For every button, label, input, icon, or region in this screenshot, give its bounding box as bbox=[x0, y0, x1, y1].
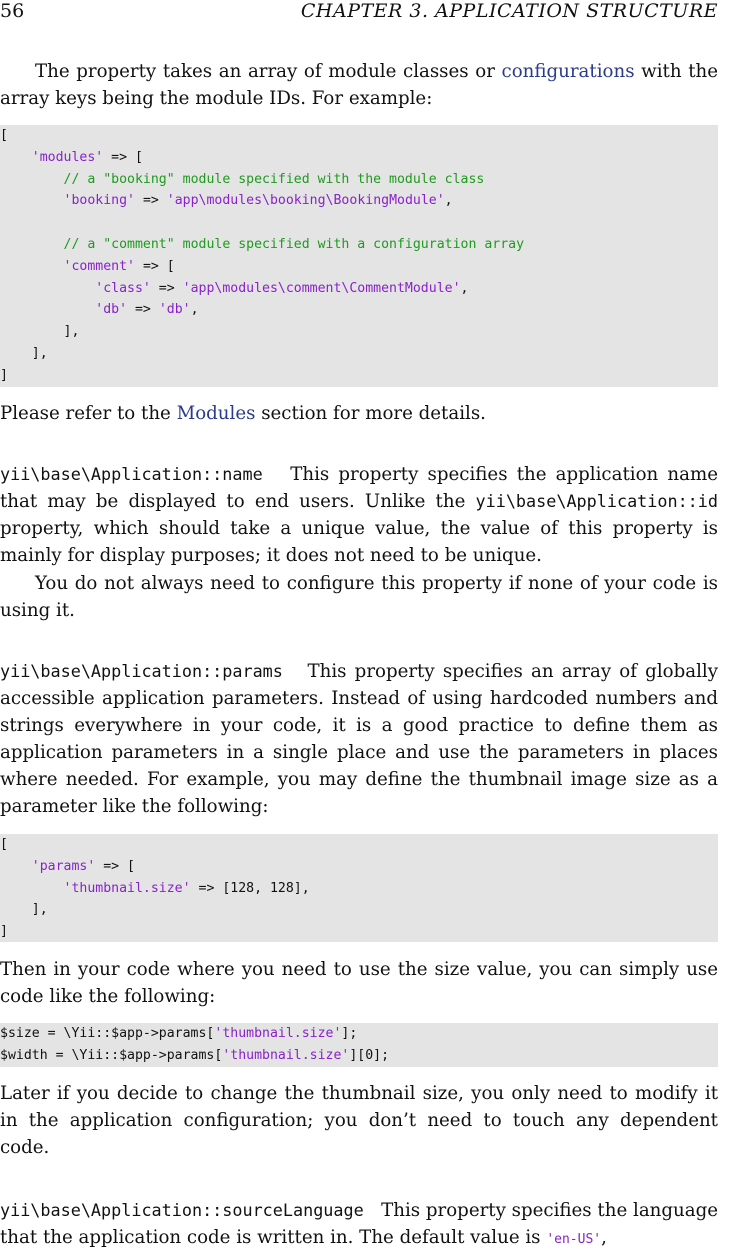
code-string: 'thumbnail.size' bbox=[214, 1026, 342, 1041]
code-text bbox=[0, 859, 32, 874]
code-comment: // a "comment" module specified with a configuration array bbox=[63, 236, 525, 252]
page-header bbox=[0, 0, 718, 22]
code-block-params bbox=[0, 834, 718, 942]
name-property-term: yii\base\Application::name bbox=[0, 464, 263, 484]
name-property-paragraph: yii\base\Application::name This property specifies the application name that may be displayed to end users. Unlike the yii\base\Application::id property, which should take a unique value, the value of this property is mainly for display purposes; it does not need to be unique. bbox=[0, 464, 718, 566]
code-line bbox=[0, 343, 718, 365]
name-property-note: You do not always need to configure this property if none of your code is using it. bbox=[0, 573, 718, 621]
code-text bbox=[0, 193, 64, 208]
code-text: ], bbox=[0, 345, 48, 361]
params-property-paragraph: yii\base\Application::params This property specifies an array of globally accessible application parameters. Instead of using hardcoded numbers and strings everywhere in your code, it is a good practice to define them as application parameters in a single place and use the parameters in places where needed. For example, you may define the thumbnail image size as a parameter like the following: bbox=[0, 661, 718, 817]
code-line bbox=[0, 921, 718, 943]
code-text: $width = \Yii::$app->params[ bbox=[0, 1047, 223, 1063]
code-line bbox=[0, 834, 718, 856]
code-line bbox=[0, 190, 718, 212]
code-line bbox=[0, 365, 718, 387]
code-string: 'comment' bbox=[63, 258, 135, 274]
id-property-term: yii\base\Application::id bbox=[475, 491, 718, 511]
code-string: 'class' bbox=[95, 280, 151, 296]
code-line bbox=[0, 125, 718, 147]
code-text: ]; bbox=[341, 1026, 358, 1041]
code-text bbox=[0, 172, 64, 187]
code-text bbox=[0, 881, 64, 896]
code-text: => [ bbox=[95, 858, 135, 874]
code-text: , bbox=[460, 280, 469, 296]
code-text: => [128, 128], bbox=[190, 880, 310, 896]
default-language-value: 'en-US' bbox=[546, 1232, 602, 1247]
code-line bbox=[0, 1045, 718, 1067]
code-string: 'thumbnail.size' bbox=[222, 1047, 350, 1063]
code-text bbox=[0, 259, 64, 274]
code-line bbox=[0, 899, 718, 921]
code-string: 'db' bbox=[158, 302, 191, 318]
code-text: [ bbox=[0, 837, 8, 852]
params-property-term: yii\base\Application::params bbox=[0, 661, 283, 681]
code-string: 'params' bbox=[31, 858, 96, 874]
code-text: => [ bbox=[103, 149, 143, 165]
code-string: 'app\modules\comment\CommentModule' bbox=[182, 280, 461, 296]
code-line bbox=[0, 1023, 718, 1045]
code-line bbox=[0, 278, 718, 300]
code-text: $size = \Yii::$app->params[ bbox=[0, 1026, 215, 1041]
code-block-modules bbox=[0, 125, 718, 387]
source-language-paragraph: yii\base\Application::sourceLanguage This property specifies the language that the application code is written in. The default value is 'en-US', bbox=[0, 1200, 718, 1248]
code-text: => bbox=[135, 193, 167, 209]
code-line bbox=[0, 878, 718, 900]
code-line bbox=[0, 299, 718, 321]
code-comment: // a "booking" module specified with the module class bbox=[63, 171, 485, 187]
code-text: => bbox=[127, 302, 159, 318]
code-text: , bbox=[190, 302, 199, 318]
code-string: 'booking' bbox=[63, 193, 135, 209]
modules-intro-paragraph: The property takes an array of module classes or configurations with the array keys being the module IDs. For example: bbox=[0, 61, 718, 109]
later-paragraph: Later if you decide to change the thumbnail size, you only need to modify it in the application configuration; you don’t need to touch any dependent code. bbox=[0, 1083, 718, 1158]
source-language-term: yii\base\Application::sourceLanguage bbox=[0, 1200, 364, 1220]
code-string: 'thumbnail.size' bbox=[63, 880, 191, 896]
page-number: 56 bbox=[0, 0, 25, 22]
refer-paragraph: Please refer to the Modules section for more details. bbox=[0, 403, 486, 424]
code-text bbox=[0, 150, 32, 165]
code-line bbox=[0, 212, 718, 234]
code-text: ], bbox=[0, 902, 48, 918]
code-text: => bbox=[150, 280, 183, 296]
chapter-title: CHAPTER 3. APPLICATION STRUCTURE bbox=[300, 0, 718, 22]
code-string: 'modules' bbox=[31, 149, 104, 165]
code-text: , bbox=[444, 193, 453, 209]
modules-link[interactable]: Modules bbox=[176, 403, 256, 424]
code-line bbox=[0, 256, 718, 278]
code-text bbox=[0, 281, 95, 296]
configurations-link[interactable]: configurations bbox=[501, 61, 635, 82]
code-text: [ bbox=[0, 128, 8, 143]
code-block-usage bbox=[0, 1023, 718, 1067]
code-text bbox=[0, 237, 64, 252]
code-text: => [ bbox=[135, 258, 175, 274]
code-text: ][0]; bbox=[349, 1047, 390, 1063]
then-paragraph: Then in your code where you need to use the size value, you can simply use code like the following: bbox=[0, 959, 718, 1007]
code-line bbox=[0, 147, 718, 169]
code-text bbox=[0, 302, 95, 317]
code-line bbox=[0, 169, 718, 191]
code-line bbox=[0, 321, 718, 343]
code-text: ] bbox=[0, 367, 8, 383]
code-line bbox=[0, 856, 718, 878]
code-string: 'db' bbox=[95, 302, 128, 318]
code-line bbox=[0, 234, 718, 256]
code-string: 'app\modules\booking\BookingModule' bbox=[166, 193, 445, 209]
code-text: ], bbox=[0, 324, 80, 340]
code-text: ] bbox=[0, 924, 8, 940]
